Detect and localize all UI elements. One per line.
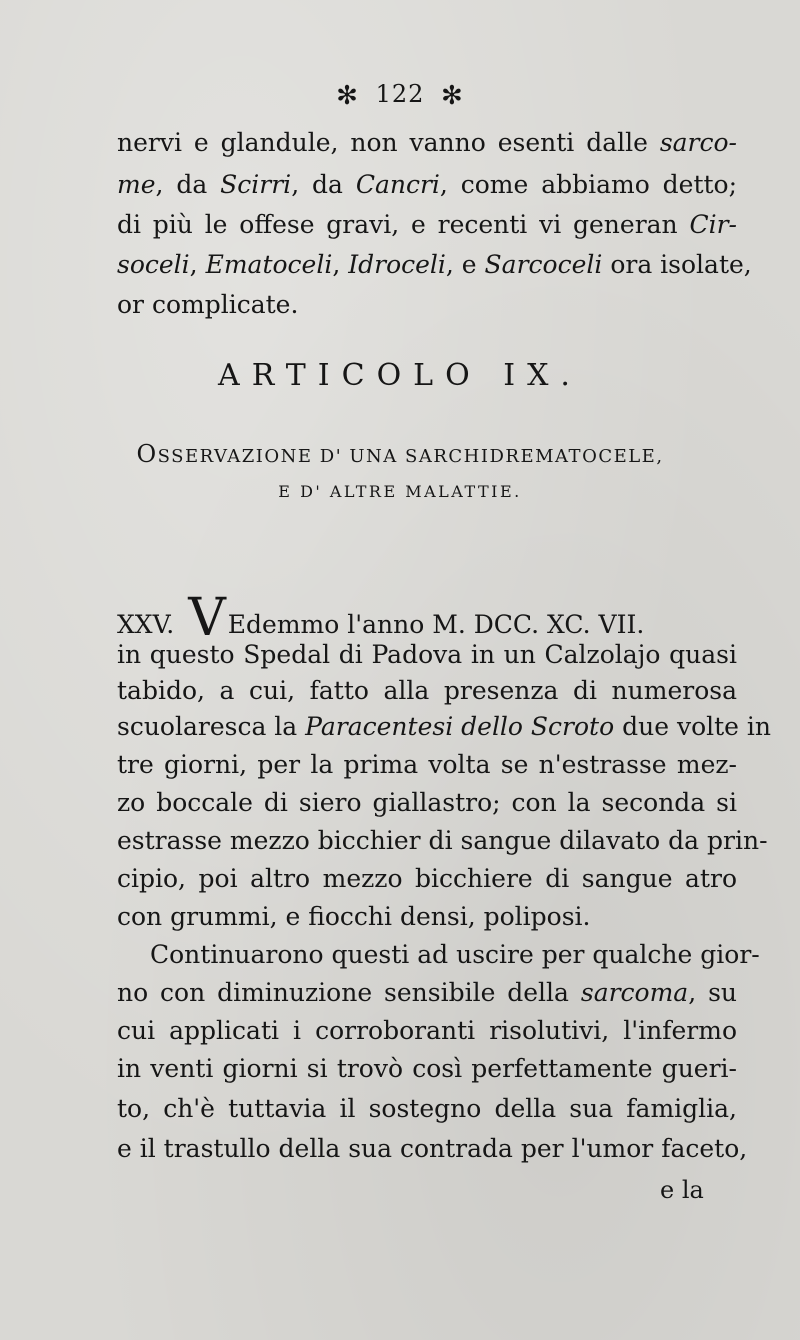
text-line: estrasse mezzo bicchier di sangue dilavato da prin- — [117, 826, 768, 855]
text-line: to, ch'è tuttavia il sostegno della sua famiglia, — [117, 1094, 737, 1123]
text-line: me, da Scirri, da Cancri, come abbiamo detto; — [117, 170, 738, 199]
page-header — [0, 80, 800, 111]
text-line: no con diminuzione sensibile della sarcoma, su — [117, 978, 737, 1007]
text-line: di più le offese gravi, e recenti vi generan Cir- — [117, 210, 737, 239]
text-line: in venti giorni si trovò così perfettamente gueri- — [117, 1054, 737, 1083]
article-heading: ARTICOLO IX. — [218, 358, 582, 393]
text-line: or complicate. — [117, 290, 299, 319]
paragraph-first-line: XXV. VEdemmo l'anno M. DCC. XC. VII. — [117, 588, 645, 648]
text-line: cui applicati i corroboranti risolutivi, l'infermo — [117, 1016, 737, 1045]
text-line: cipio, poi altro mezzo bicchiere di sangue atro — [117, 864, 737, 893]
text-line: nervi e glandule, non vanno esenti dalle sarco- — [117, 128, 737, 157]
drop-cap: V — [188, 588, 226, 648]
text-line: e il trastullo della sua contrada per l'umor faceto, — [117, 1134, 748, 1163]
observation-subtitle: E D' ALTRE MALATTIE. — [278, 482, 522, 501]
text-line: Continuarono questi ad uscire per qualche gior- — [150, 940, 760, 969]
ornament-star-icon: ✻ — [441, 81, 464, 111]
observation-title: OSSERVAZIONE D' UNA SARCHIDREMATOCELE, — [136, 440, 664, 468]
text-line: in questo Spedal di Padova in un Calzolajo quasi — [117, 640, 737, 669]
text-line: tabido, a cui, fatto alla presenza di numerosa — [117, 676, 737, 705]
paragraph-number: XXV. — [117, 610, 175, 639]
text-line: tre giorni, per la prima volta se n'estrasse mez- — [117, 750, 737, 779]
text-line: soceli, Ematoceli, Idroceli, e Sarcoceli ora isolate, — [117, 250, 752, 279]
page-number: 122 — [375, 80, 425, 108]
text-line: con grummi, e fiocchi densi, poliposi. — [117, 902, 591, 931]
text-line: zo boccale di siero giallastro; con la seconda si — [117, 788, 737, 817]
catchword: e la — [660, 1176, 704, 1204]
ornament-star-icon: ✻ — [336, 81, 359, 111]
text-line: scuolaresca la Paracentesi dello Scroto due volte in — [117, 712, 772, 741]
